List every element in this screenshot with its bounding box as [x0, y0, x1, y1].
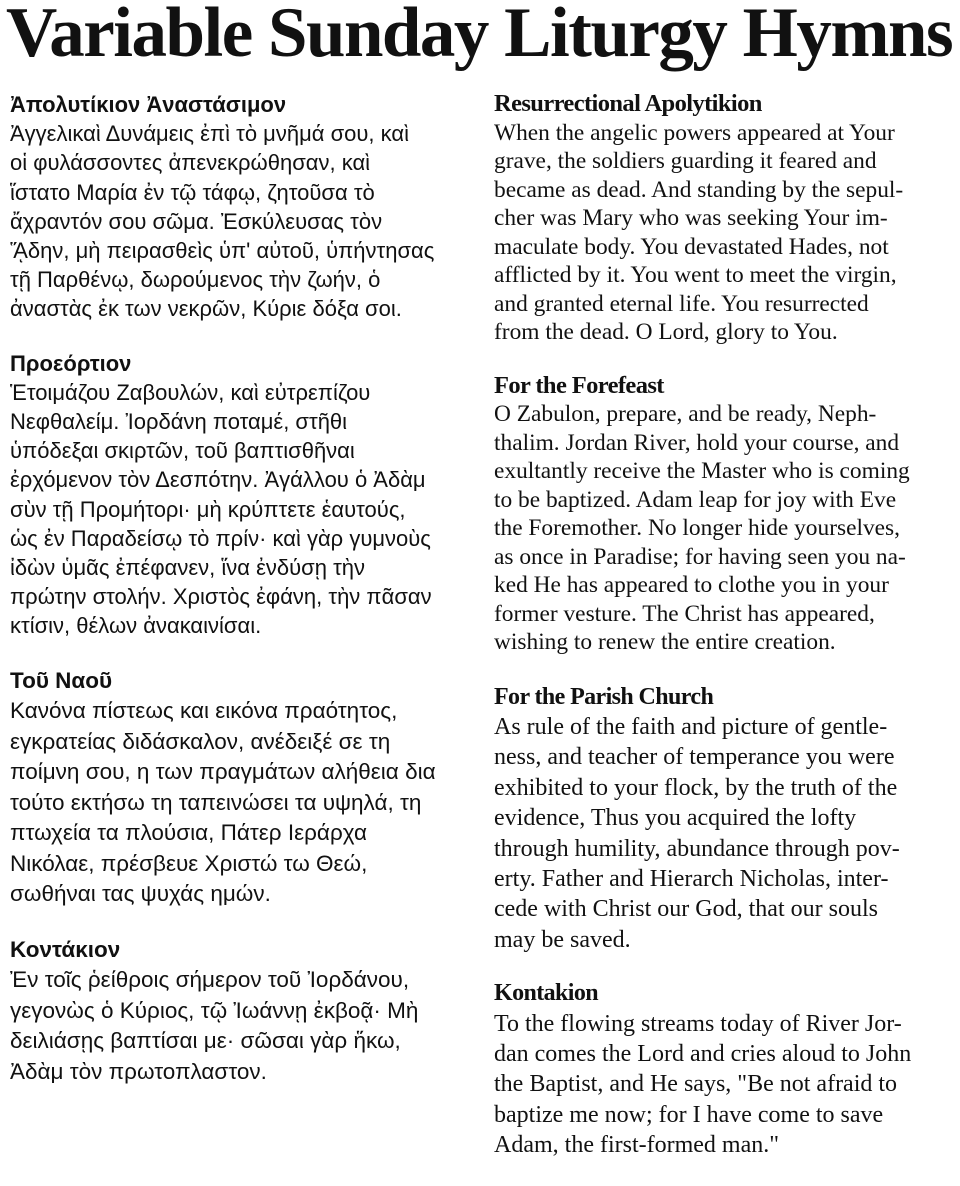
- greek-section-forefeast: [10, 349, 480, 641]
- hymn-text: To the flowing streams today of River Jor- dan comes the Lord and cries aloud to John the Baptist, and He says, "Be not afraid to baptize me now; for I have come to save Adam, the first-formed man.": [494, 1010, 912, 1159]
- english-section-kontakion: [494, 978, 956, 1160]
- english-section-forefeast: [494, 372, 956, 657]
- greek-section-kontakion: [10, 935, 480, 1088]
- english-section-apolytikion: [494, 90, 956, 347]
- greek-section-parish-church: [10, 666, 480, 910]
- hymn-text: Ἑτοιμάζου Ζαβουλών, καὶ εὐτρεπίζου Νεφθαλείμ. Ἰορδάνη ποταμέ, στῆθι ὑπόδεξαι σκιρτῶν, τοῦ βαπτισθῆναι ἐρχόμενον τὸν Δεσπότην. Ἀγάλλου ὁ Ἀδὰμ σὺν τῇ Προμήτορι· μὴ κρύπτετε ἑαυτούς, ὡς ἐν Παραδείσῳ τὸ πρίν· καὶ γὰρ γυμνοὺς ἰδὼν ὑμᾶς ἐπέφανεν, ἵνα ἐνδύσῃ τὴν πρώτην στολήν. Χριστὸς ἐφάνη, τὴν πᾶσαν κτίσιν, θέλων ἀνακαινίσαι.: [10, 379, 432, 639]
- section-heading: Resurrectional Apolytikion: [494, 90, 762, 117]
- hymn-text: Ἀγγελικαὶ Δυνάμεις ἐπὶ τὸ μνῆμά σου, καὶ οἱ φυλάσσοντες ἀπενεκρώθησαν, καὶ ἵστατο Μαρία ἐν τῷ τάφῳ, ζητοῦσα τὸ ἄχραντόν σου σῶμα. Ἐσκύλευσας τὸν ᾍδην, μὴ πειρασθεὶς ὑπ' αὐτοῦ, ὑπήντησας τῇ Παρθένῳ, δωρούμενος τὴν ζωήν, ὁ ἀναστὰς ἐκ των νεκρῶν, Κύριε δόξα σοι.: [10, 121, 435, 322]
- page-title: Variable Sunday Liturgy Hymns: [6, 0, 953, 72]
- section-heading: Κοντάκιον: [10, 936, 121, 962]
- section-heading: Τοῦ Ναοῦ: [10, 667, 113, 693]
- section-heading: For the Forefeast: [494, 371, 664, 399]
- section-heading: Ἀπολυτίκιον Ἀναστάσιμον: [10, 92, 287, 117]
- greek-column: [10, 90, 480, 1112]
- hymn-text: When the angelic powers appeared at Your grave, the soldiers guarding it feared and became as dead. And standing by the sepul- cher was Mary who was seeking Your im- maculate body. You devastated Hades, not afflicted by it. You went to meet the virgin, and granted eternal life. You resurrected from the dead. O Lord, glory to You.: [494, 119, 904, 345]
- english-section-parish-church: [494, 682, 956, 956]
- hymn-text: Κανόνα πίστεως και εικόνα πραότητος, εγκρατείας διδάσκαλον, ανέδειξέ σε τη ποίμνη σου, η των πραγμάτων αλήθεια δια τούτο εκτήσω τη ταπεινώσει τα υψηλά, τη πτωχεία τα πλούσια, Πάτερ Ιεράρχα Νικόλαε, πρέσβευε Χριστώ τω Θεώ, σωθήναι τας ψυχάς ημών.: [10, 698, 436, 907]
- section-heading: Kontakion: [494, 980, 598, 1007]
- hymn-text: Ἐν τοῖς ῥείθροις σήμερον τοῦ Ἰορδάνου, γεγονὼς ὁ Κύριος, τῷ Ἰωάννῃ ἐκβοᾷ· Μὴ δειλιάσῃς βαπτίσαι με· σῶσαι γὰρ ἥκω, Ἀδὰμ τὸν πρωτοπλαστον.: [10, 967, 419, 1084]
- english-column: [494, 90, 956, 1186]
- greek-section-apolytikion: [10, 90, 480, 324]
- section-heading: For the Parish Church: [494, 683, 714, 710]
- hymn-text: As rule of the faith and picture of gentle- ness, and teacher of temperance you were exhibited to your flock, by the truth of the evidence, Thus you acquired the lofty through humility, abundance through pov- erty. Father and Hierarch Nicholas, inter- cede with Christ our God, that our souls may be saved.: [494, 713, 900, 953]
- section-heading: Προεόρτιον: [10, 350, 132, 376]
- hymn-text: O Zabulon, prepare, and be ready, Neph- thalim. Jordan River, hold your course, and exultantly receive the Master who is coming to be baptized. Adam leap for joy with Eve the Foremother. No longer hide yourselves, as once in Paradise; for having seen you na- ked He has appeared to clothe you in your former vesture. The Christ has appeared, wishing to renew the entire creation.: [494, 401, 910, 655]
